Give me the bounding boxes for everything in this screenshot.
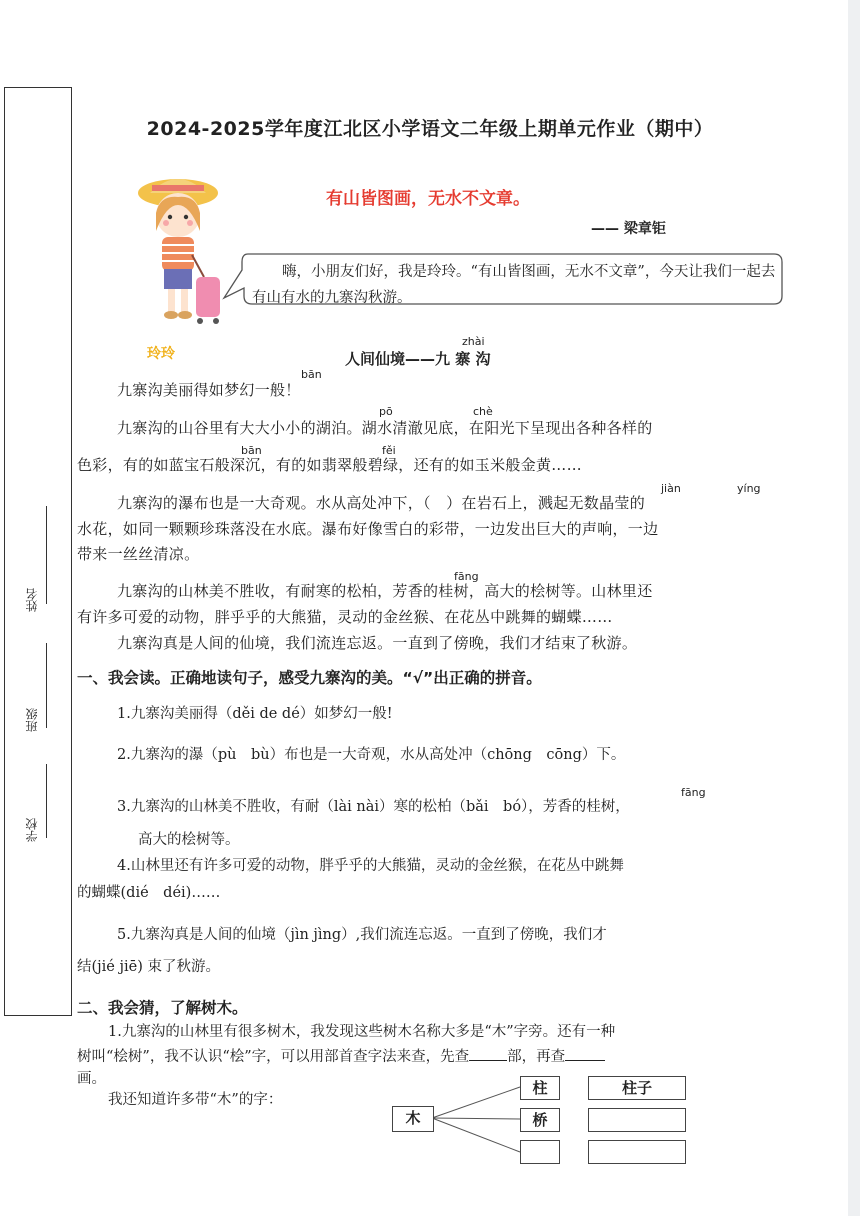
root-character-box: 木 <box>392 1106 434 1132</box>
char-box-3[interactable] <box>520 1140 560 1164</box>
pinyin-zhai: zhài <box>462 335 485 348</box>
pinyin-che: chè <box>473 405 493 418</box>
class-label: 班级 <box>25 708 39 732</box>
quote-text: 有山皆图画，无水不文章。 <box>326 189 530 209</box>
passage-p4-line2: 有许多可爱的动物，胖乎乎的大熊猫，灵动的金丝猴、在花丛中跳舞的蝴蝶…… <box>77 608 613 626</box>
stroke-count-blank[interactable] <box>565 1046 605 1061</box>
word-box-2[interactable] <box>588 1108 686 1132</box>
character-name: 玲玲 <box>147 346 175 362</box>
s2-q1-text-a: 树叫“桧树”，我不认识“桧”字，可以用部首查字法来查，先查 <box>77 1049 470 1065</box>
pinyin-fei: fěi <box>382 444 396 457</box>
radical-blank[interactable] <box>469 1046 507 1061</box>
passage-p3-line1: 九寨沟的瀑布也是一大奇观。水从高处冲下，（ ）在岩石上，溅起无数晶莹的 <box>117 494 646 512</box>
s1-question1[interactable]: 1.九寨沟美丽得（děi de dé）如梦幻一般! <box>117 706 393 722</box>
passage-p2-line1: 九寨沟的山谷里有大大小小的湖泊。湖水清澈见底，在阳光下呈现出各种各样的 <box>117 419 653 437</box>
passage-p1: 九寨沟美丽得如梦幻一般！ <box>117 381 301 399</box>
pinyin-po: pō <box>379 405 393 418</box>
s1-question3-line1[interactable]: 3.九寨沟的山林美不胜收，有耐（lài nài）寒的松柏（bǎi bó），芳香的桂树， <box>117 799 630 815</box>
name-line[interactable] <box>46 506 47 604</box>
girl-illustration <box>130 165 230 335</box>
pinyin-ban2: bān <box>241 444 262 457</box>
bubble-text: 嗨，小朋友们好，我是玲玲。“有山皆图画，无水不文章”，今天让我们一起去有山有水的九寨沟秋游。 <box>252 264 776 306</box>
section2-heading: 二、我会猜，了解树木。 <box>77 999 248 1017</box>
passage-p4-line1: 九寨沟的山林美不胜收，有耐寒的松柏，芳香的桂树，高大的桧树等。山林里还 <box>117 582 653 600</box>
student-info-sidebar <box>4 87 72 1016</box>
worksheet-title: 2024-2025学年度江北区小学语文二年级上期单元作业（期中） <box>146 118 714 140</box>
class-line[interactable] <box>46 643 47 728</box>
s1-question3-line2: 高大的桧树等。 <box>138 832 240 848</box>
char-box-1[interactable]: 柱 <box>520 1076 560 1100</box>
passage-title: 人间仙境——九 寨 沟 <box>345 350 491 368</box>
pinyin-ying: yíng <box>737 482 761 495</box>
s1-question5-line1[interactable]: 5.九寨沟真是人间的仙境（jìn jìng）,我们流连忘返。一直到了傍晚，我们才 <box>117 927 607 943</box>
s1-question4-line2[interactable]: 的蝴蝶(dié déi)…… <box>77 885 221 901</box>
word-box-3[interactable] <box>588 1140 686 1164</box>
pinyin-fang2: fāng <box>681 786 706 799</box>
passage-p3-line2: 水花，如同一颗颗珍珠落没在水底。瀑布好像雪白的彩带，一边发出巨大的声响，一边 <box>77 520 659 538</box>
s2-question1-line1: 1.九寨沟的山林里有很多树木，我发现这些树木名称大多是“木”字旁。还有一种 <box>108 1024 616 1040</box>
s2-question1-line3: 画。 <box>77 1071 106 1087</box>
passage-p3-line3: 带来一丝丝清凉。 <box>77 545 200 563</box>
s1-question2[interactable]: 2.九寨沟的瀑（pù bù）布也是一大奇观，水从高处冲（chōng cōng）下。 <box>117 747 626 763</box>
char-box-2[interactable]: 桥 <box>520 1108 560 1132</box>
word-box-1[interactable]: 柱子 <box>588 1076 686 1100</box>
section1-heading: 一、我会读。正确地读句子，感受九寨沟的美。“√”出正确的拼音。 <box>77 669 542 687</box>
pinyin-jian: jiàn <box>661 482 681 495</box>
passage-p2-line2: 色彩，有的如蓝宝石般深沉，有的如翡翠般碧绿，还有的如玉米般金黄…… <box>77 456 582 474</box>
page-edge <box>848 0 860 1216</box>
pinyin-ban: bān <box>301 368 322 381</box>
school-line[interactable] <box>46 764 47 838</box>
s2-q1-text-b: 部，再查 <box>507 1049 566 1065</box>
passage-p5: 九寨沟真是人间的仙境，我们流连忘返。一直到了傍晚，我们才结束了秋游。 <box>117 634 638 652</box>
s2-question1-line2 <box>77 1044 605 1070</box>
pinyin-fang: fāng <box>454 570 479 583</box>
quote-author: —— 梁章钜 <box>591 221 666 237</box>
name-label: 姓名 <box>25 588 39 612</box>
s2-intro: 我还知道许多带“木”的字： <box>108 1092 283 1108</box>
s1-question5-line2[interactable]: 结(jié jiē) 束了秋游。 <box>77 959 220 975</box>
school-label: 学校 <box>25 818 39 842</box>
s1-question4-line1[interactable]: 4.山林里还有许多可爱的动物，胖乎乎的大熊猫，灵动的金丝猴，在花丛中跳舞 <box>117 858 624 874</box>
